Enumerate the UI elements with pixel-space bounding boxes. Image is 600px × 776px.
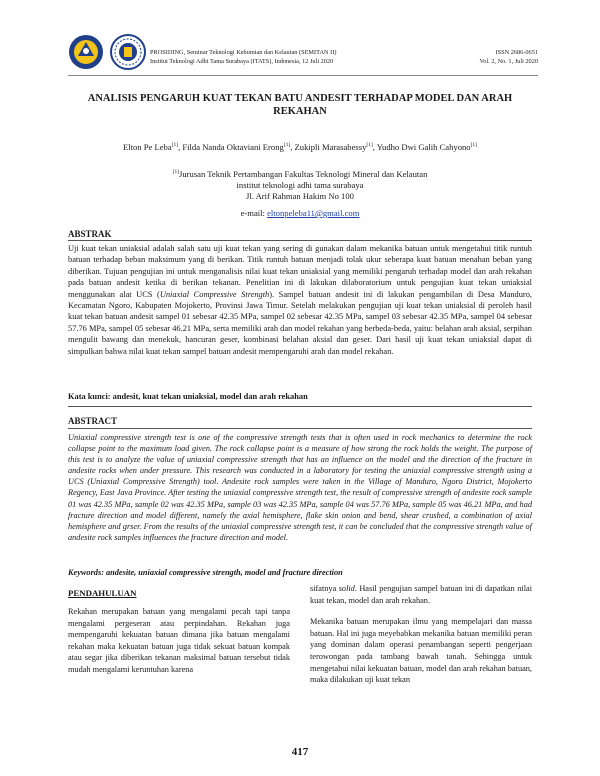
email-link[interactable]: eltonpeleba11@gmail.com [267, 208, 360, 218]
abstract-body: Uniaxial compressive strength test is one of the compressive strength tests that is often used in rock mechanics to determine the rock collapse point to the maximum load given. The rock collapse point is a measure of how strong the rock holds the weight. The purpose of this test is to analyze the value of uniaxial compressive strength that has an influence on the model and the direction of the fracture in andesite rocks when under pressure. This research was conducted in a laboratory for testing the uniaxial compressive strength using a UCS (Uniaxial Compressive Strength) tool. Andesite rock samples were taken in the Village of Manduro, Ngoro District, Mojokerto Regency, East Java Province. After testing the uniaxial compressive strength test, the result of compressive strength of andesite rock sample 01 was 42.35 MPa, sample 02 was 42.35 MPa, sample 03 was 42.35 MPa, sample 04 was 57.76 MPa, sample 05 was 46.21 MPa, and had fracture direction and model different, namely the axial hemisphere, flake skin onion and bend, shear crushed, a combination of axial hemisphere and grser. From the results of the uniaxial compressive strength test, it can be concluded that the compressive strength value of andesite rock samples influences the fracture direction and model. [68, 433, 532, 542]
author-affiliation-mark: [1] [470, 142, 478, 148]
title-line-1: ANALISIS PENGARUH KUAT TEKAN BATU ANDESIT TERHADAP MODEL DAN ARAH [87, 93, 513, 104]
affiliation-institute: institut teknologi adhi tama surabaya [236, 179, 364, 190]
left-paragraph-1: Rekahan merupakan batuan yang mengalami pecah tapi tanpa mengalami pergeseran atau perpindahan. Rekahan juga mempengaruhi kekuatan batuan dimana jika batuan mengalami rekahan maka kekuatan batuan juga tidak sekuat batuan kompak atau segar jika diberikan tekanan maksimal batuan tersebut tidak mudah mengalami keruntuhan karena [68, 607, 290, 674]
abstract-rule [68, 428, 532, 429]
author-affiliation-mark: [1] [283, 142, 291, 148]
kata-kunci-rule [68, 406, 532, 407]
right-column [310, 583, 532, 696]
left-column [68, 606, 290, 686]
issn-info [480, 48, 539, 66]
affiliation-address: Jl. Arif Rahman Hakim No 100 [246, 190, 354, 201]
contact-email [80, 208, 520, 218]
pendahuluan-heading: PENDAHULUAN [68, 588, 137, 598]
right-p1-text-b: . Hasil pengujian sampel batuan ini di dapatkan nilai kuat tekan, model dan arah rekahan. [310, 584, 532, 605]
right-p1-text-a: sifatnya [310, 584, 339, 593]
abstract-heading: ABSTRACT [68, 416, 118, 426]
author-separator: , [372, 141, 377, 152]
author-separator: , [290, 141, 295, 152]
affiliation [80, 167, 520, 202]
keywords: Keywords: andesite, uniaxial compressive strength, model and fracture direction [68, 568, 343, 577]
title-line-2: REKAHAN [273, 106, 327, 117]
abstrak-heading: ABSTRAK [68, 229, 112, 239]
abstrak-body [68, 243, 532, 357]
right-p1-italic: solid [338, 584, 355, 593]
author-name: Filda Nanda Oktaviani Erong [182, 141, 284, 152]
kata-kunci: Kata kunci: andesit, kuat tekan uniaksial, model dan arah rekahan [68, 392, 308, 401]
email-label: e-mail: [240, 208, 268, 218]
university-logo [68, 34, 104, 70]
itats-logo [110, 34, 146, 70]
abstrak-text-1: Uji kuat tekan uniaksial adalah salah satu uji kuat tekan yang sering di gunakan dalam mekanika batuan untuk mengetahui titik runtuh batuan terhadap beban maksimum yang di berikan. Titik runtuh batuan menjadi tolak ukur seberapa kuat batuan menahan beban yang diberikan. Tujuan pengujian ini untuk menganalisis nilai kuat tekan uniaksial yang memiliki pengaruh terhadap model dan arah rekahan pada batuan andesit ketika di berikan tekanan. Penelitian ini di lakukan dilaboratorium untuk pengujian kuat tekan uniaksial menggunakan alat UCS ( [68, 244, 532, 299]
author-affiliation-mark: [1] [366, 142, 373, 148]
abstrak-italic-term: Uniaxial Compressive Strength [159, 289, 270, 299]
institute-line: Institut Teknologi Adhi Tama Surabaya (ITATS), Indonesia, 12 Juli 2020 [150, 58, 334, 65]
volume: Vol. 2, No. 1, Juli 2020 [479, 58, 538, 65]
issn: ISSN 2686-0651 [495, 49, 538, 56]
right-paragraph-1 [310, 583, 532, 606]
author-list [60, 140, 540, 153]
abstrak-rule [68, 240, 532, 241]
header-divider [68, 75, 538, 76]
author-name: Elton Pe Leba [122, 141, 172, 152]
author-separator: , [178, 141, 183, 152]
affiliation-dept: Jurusan Teknik Pertambangan Fakultas Teknologi Mineral dan Kelautan [179, 168, 428, 179]
author-affiliation-mark: [1] [171, 142, 179, 148]
paper-title [80, 92, 520, 118]
author-name: Yudho Dwi Galih Cahyono [376, 141, 471, 152]
right-paragraph-2: Mekanika batuan merupakan ilmu yang mempelajari dan massa batuan. Hal ini juga meyebabkan mekanika batuan memiliki peran yang dominan dalam operasi penambangan seperti pengerjaan terowongan pada tambang bawah tanah. Sehingga untuk mengetahui nilai kekuatan batuan, model dan arah rekahan batuan, maka dilakukan uji kuat tekan [310, 617, 532, 685]
author-name: Zukipli Marasabessy [294, 141, 367, 152]
abstrak-text-2: ). Sampel batuan andesit ini di lakukan pengambilan di Desa Manduro, Kecamatan Ngoro, Kabupaten Mojokerto, Provinsi Jawa Timur. Setelah melakukan pengujian uji kuat tekan uniaksial di peroleh hasil kuat tekan batuan andesit sampel 01 sebesar 42.35 MPa, sampel 02 sebesar 42.35 MPa, sampel 03 sebesar 42.35 MPa, sampel 04 sebesar 57.76 MPa, sampel 05 sebesar 46.21 MPa, serta memiliki arah dan model rekahan yang berbeda-beda, yaitu: belahan arah aksial, serpihan mengulit bawang dan menekuk, hancuran geser, kombinasi belahan aksial dan geser. Dari hasil uji kuat tekan uniaksial dapat di simpulkan bahwa nilai kuat tekan sampel batuan andesit mempengaruhi arah dan model rekahan. [68, 289, 532, 356]
page-number: 417 [291, 746, 309, 758]
journal-header [68, 30, 538, 78]
affiliation-mark: [1] [172, 169, 180, 175]
conference-line: PROSIDING, Seminar Teknologi Kebumian dan Kelautan (SEMITAN II) [150, 49, 337, 56]
conference-info [150, 48, 336, 66]
